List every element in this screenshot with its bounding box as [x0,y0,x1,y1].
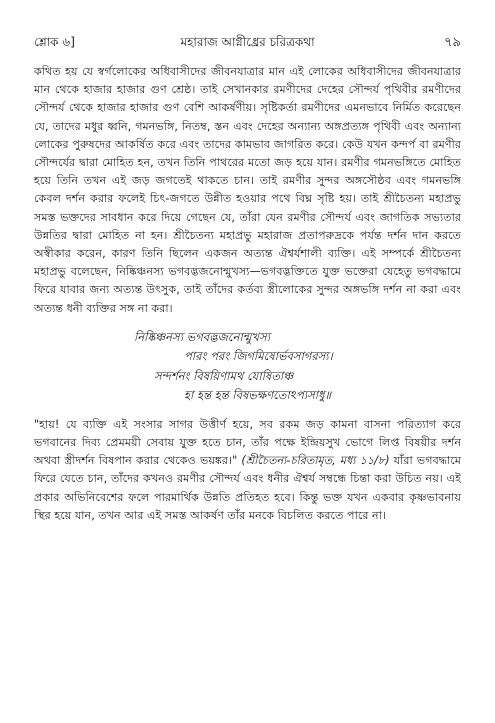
header-verse-ref: শ্লোক ৬] [34,35,75,49]
purport-paragraph-2 [34,416,461,525]
page-number: ৭৯ [444,35,461,50]
paragraph-2-continuation: যাঁরা ভগবদ্ধামে ফিরে যেতে চান, তাঁদের কখনও রমণীর সৌন্দর্য এবং ধনীর ঐশ্বর্য সম্বন্ধে চিন্তা করা উচিত নয়। এই প্রকার অভিনিবেশের ফলে পারমার্থিক উন্নতি প্রতিহত হবে। কিন্তু ভক্ত যখন একবার কৃষ্ণভাবনায় স্থির হয়ে যান, তখন আর এই সমস্ত আকর্ষণ তাঁর মনকে বিচলিত করতে পারে না। [34,454,461,522]
sanskrit-verse [34,328,461,406]
verse-line-2: পারং পরং জিগমিষোর্ভবসাগরস্য। [184,349,333,364]
verse-line-1: নিষ্কিঞ্চনস্য ভগবদ্ভজনোন্মুখস্য [134,329,270,344]
verse-line-4: হা হন্ত হন্ত বিষভক্ষণতোঽপ্যসাধু॥ [184,388,332,403]
verse-translation: "হায়! যে ব্যক্তি এই সংসার সাগর উত্তীর্ণ হয়ে, সব রকম জড় কামনা বাসনা পরিত্যাগ করে ভগবানের দিব্য প্রেমময়ী সেবায় যুক্ত হতে চান, তাঁর পক্ষে ইন্দ্রিয়সুখ ভোগে লিপ্ত বিষয়ীর দর্শন অথবা স্ত্রীদর্শন বিষপান করার থেকেও ভয়ঙ্কর।" [34,417,461,468]
header-chapter-title: মহারাজ আগ্নীধ্রের চরিত্রকথা [180,35,315,49]
purport-paragraph-1: কথিত হয় যে স্বর্গলোকের অধিবাসীদের জীবনযাত্রার মান এই লোকের অধিবাসীদের জীবনযাত্রার মান থেকে হাজার হাজার গুণ শ্রেষ্ঠ। তাই সেখানকার রমণীদের দেহের সৌন্দর্য পৃথিবীর রমণীদের সৌন্দর্য থেকে হাজার হাজার গুণ বেশি আকর্ষণীয়। সৃষ্টিকর্তা রমণীদের এমনভাবে নির্মিত করেছেন যে, তাদের মধুর ধ্বনি, গমনভঙ্গি, নিতম্ব, স্তন এবং দেহের অন্যান্য অঙ্গপ্রত্যঙ্গ পৃথিবী এবং অন্যান্য লোকের পুরুষদের আকর্ষিত করে এবং তাদের কামভাব জাগরিত করে। কেউ যখন কন্দর্প বা রমণীর সৌন্দর্যের দ্বারা মোহিত হন, তখন তিনি পাথরের মতো জড় হয়ে যান। রমণীর গমনভঙ্গিতে মোহিত হয়ে তিনি তখন এই জড় জগতেই থাকতে চান। তাই রমণীর সুন্দর অঙ্গসৌষ্ঠব এবং গমনভঙ্গি কেবল দর্শন করার ফলেই চিৎ-জগতে উন্নীত হওয়ার পথে বিঘ্ন সৃষ্টি হয়। তাই শ্রীচৈতন্য মহাপ্রভু সমস্ত ভক্তদের সাবধান করে দিয়ে গেছেন যে, তাঁরা যেন রমণীর সৌন্দর্য এবং জাগতিক সভ্যতার উন্নতির দ্বারা মোহিত না হন। শ্রীচৈতন্য মহাপ্রভু মহারাজ প্রতাপরুদ্রকে পর্যন্ত দর্শন দান করতে অস্বীকার করেন, কারণ তিনি ছিলেন একজন অত্যন্ত ঐশ্বর্যশালী ব্যক্তি। এই সম্পর্কে শ্রীচৈতন্য মহাপ্রভু বলেছেন, নিষ্কিঞ্চনস্য ভগবদ্ভজনোন্মুখস্য—ভগবদ্ভক্তিতে যুক্ত ভক্তেরা যেহেতু ভগবদ্ধামে ফিরে যাবার জন্য অত্যন্ত উৎসুক, তাই তাঁদের কর্তব্য স্ত্রীলোকের সুন্দর অঙ্গভঙ্গি দর্শন না করা এবং অত্যন্ত ধনী ব্যক্তির সঙ্গ না করা। [34,65,461,315]
scripture-reference: (শ্রীচৈতন্য-চরিতামৃত, মধ্য ১১/৮) [241,454,390,468]
verse-line-3: সন্দর্শনং বিষয়িণামথ যোষিতাঞ্চ [154,368,294,383]
running-header [34,34,461,51]
